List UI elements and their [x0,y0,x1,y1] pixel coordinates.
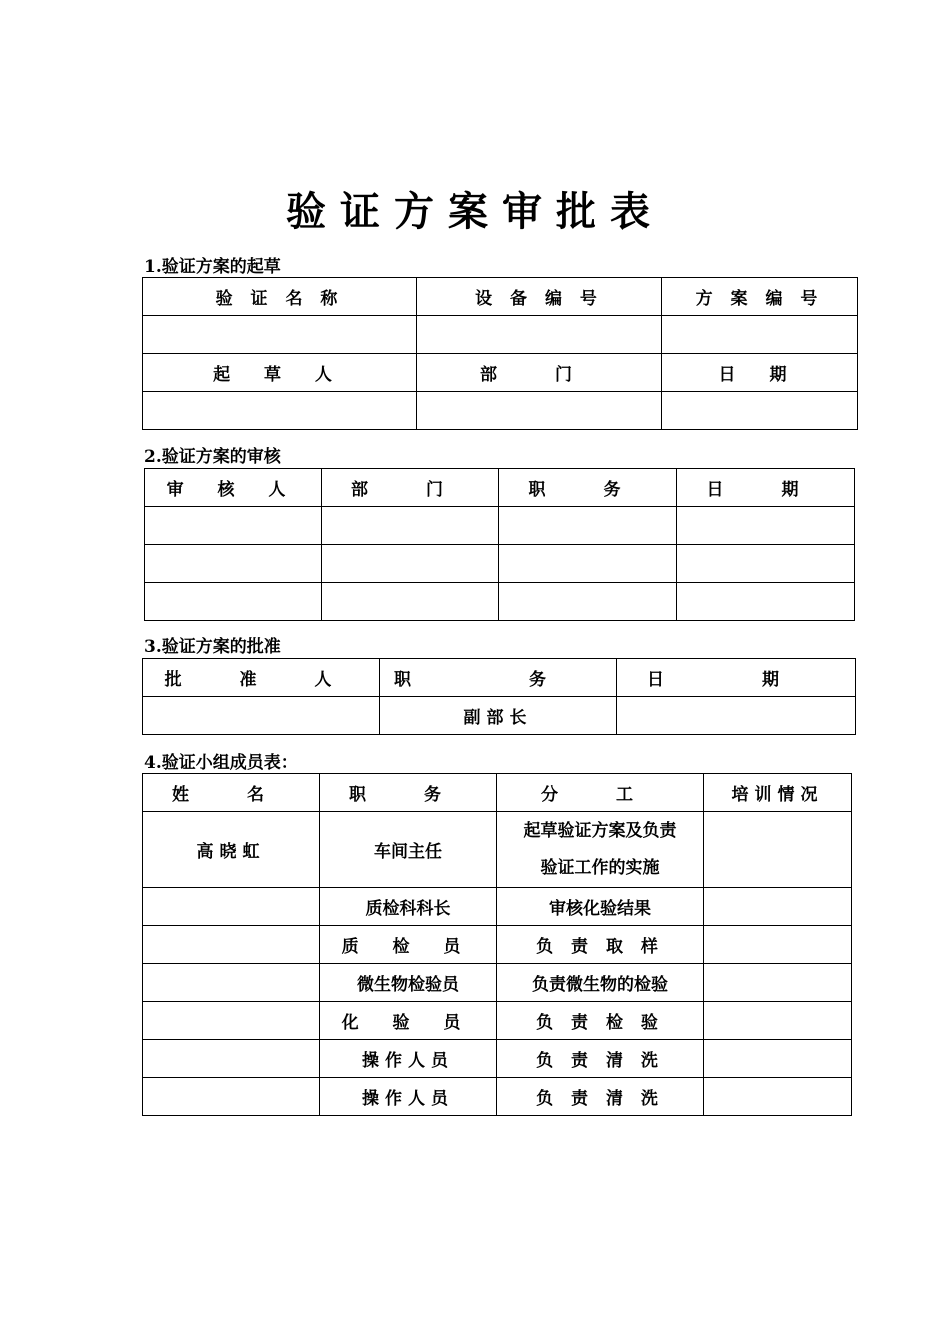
table-cell[interactable] [322,583,499,621]
header-name: 姓 名 [143,774,320,812]
table-cell[interactable] [322,507,499,545]
header-drafter: 起 草 人 [143,354,417,392]
header-duty: 分 工 [497,774,704,812]
member-duty: 负 责 取 样 [497,926,704,964]
duty-line: 验证工作的实施 [540,857,660,878]
validation-name-cell[interactable] [143,316,417,354]
member-position: 质检科科长 [320,888,497,926]
header-date: 日 期 [677,469,855,507]
header-date: 日 期 [617,659,856,697]
table-cell[interactable] [499,545,677,583]
member-duty: 审核化验结果 [497,888,704,926]
team-table [142,773,852,1116]
position-cell: 副部长 [380,697,617,735]
table-cell[interactable] [677,545,855,583]
drafter-cell[interactable] [143,392,417,430]
section2-heading: 2.验证方案的审核 [144,447,281,467]
header-plan-number: 方 案 编 号 [662,278,858,316]
review-table [144,468,855,621]
member-name[interactable] [143,1040,320,1078]
member-name: 高晓虹 [143,812,320,888]
header-position: 职 务 [380,659,617,697]
member-name[interactable] [143,1078,320,1116]
member-duty: 负责微生物的检验 [497,964,704,1002]
table-cell[interactable] [145,507,322,545]
plan-number-cell[interactable] [662,316,858,354]
section1-heading: 1.验证方案的起草 [144,257,281,277]
date-cell[interactable] [617,697,856,735]
member-duty: 负 责 清 洗 [497,1040,704,1078]
header-approver: 批 准 人 [143,659,380,697]
approval-table [142,658,856,735]
approver-cell[interactable] [143,697,380,735]
member-position: 微生物检验员 [320,964,497,1002]
member-training[interactable] [704,926,852,964]
member-position: 操作人员 [320,1040,497,1078]
member-name[interactable] [143,1002,320,1040]
header-position: 职 务 [320,774,497,812]
table-cell[interactable] [677,583,855,621]
member-name[interactable] [143,964,320,1002]
table-cell[interactable] [677,507,855,545]
table-cell[interactable] [499,507,677,545]
member-duty [497,812,704,888]
member-position: 车间主任 [320,812,497,888]
member-name[interactable] [143,926,320,964]
drafting-table [142,277,858,430]
member-duty: 负 责 清 洗 [497,1078,704,1116]
header-position: 职 务 [499,469,677,507]
member-training[interactable] [704,888,852,926]
page-title: 验证方案审批表 [286,188,664,235]
header-validation-name: 验 证 名 称 [143,278,417,316]
equipment-number-cell[interactable] [417,316,662,354]
member-position: 质 检 员 [320,926,497,964]
member-position: 操作人员 [320,1078,497,1116]
member-position: 化 验 员 [320,1002,497,1040]
member-name[interactable] [143,888,320,926]
member-training[interactable] [704,1040,852,1078]
header-department: 部 门 [322,469,499,507]
section3-heading: 3.验证方案的批准 [144,637,281,657]
member-training[interactable] [704,812,852,888]
section4-heading: 4.验证小组成员表： [144,753,298,773]
table-cell[interactable] [322,545,499,583]
table-cell[interactable] [145,545,322,583]
department-cell[interactable] [417,392,662,430]
table-cell[interactable] [145,583,322,621]
member-duty: 负 责 检 验 [497,1002,704,1040]
duty-line: 起草验证方案及负责 [523,820,677,841]
header-department: 部 门 [417,354,662,392]
header-date: 日 期 [662,354,858,392]
member-training[interactable] [704,1002,852,1040]
member-training[interactable] [704,1078,852,1116]
header-equipment-number: 设 备 编 号 [417,278,662,316]
date-cell[interactable] [662,392,858,430]
table-cell[interactable] [499,583,677,621]
member-training[interactable] [704,964,852,1002]
header-training: 培训情况 [704,774,852,812]
header-reviewer: 审 核 人 [145,469,322,507]
